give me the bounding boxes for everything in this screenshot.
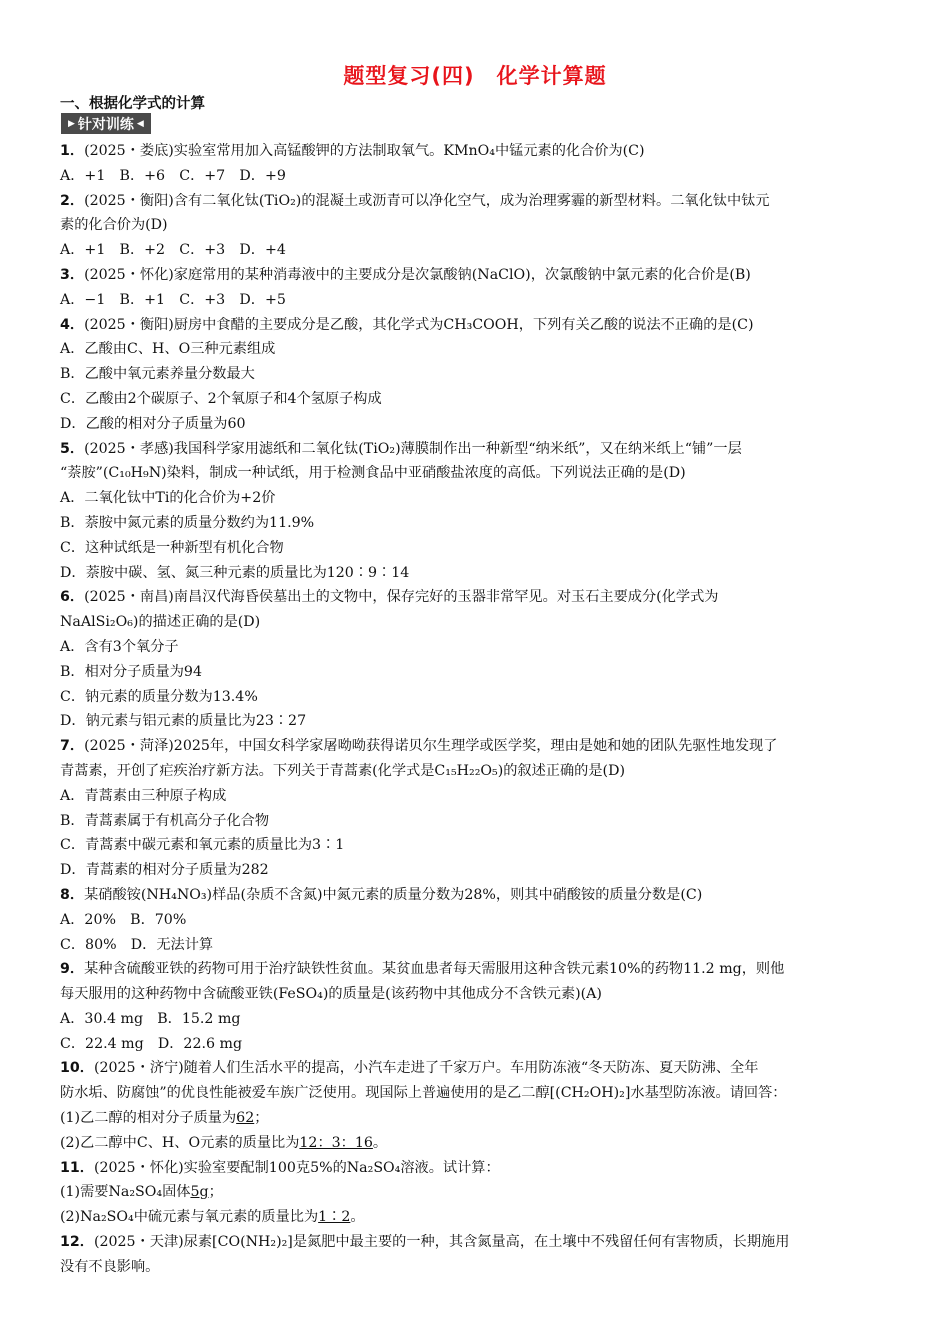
text-line: [60, 561, 900, 586]
line-text: A．−1 B．+1 C．+3 D．+5: [60, 291, 286, 308]
line-text: (2025・怀化)实验室要配制100克5%的Na₂SO₄溶液。试计算：: [93, 1159, 500, 1176]
text-line: [60, 610, 900, 635]
play-right-icon: ▶: [68, 118, 75, 129]
text-line: [60, 858, 900, 883]
question-number: 10．: [60, 1060, 94, 1077]
line-text: (2)Na₂SO₄中硫元素与氧元素的质量比为: [60, 1209, 319, 1226]
line-text: B．乙酸中氧元素养量分数最大: [60, 366, 255, 383]
question-number: 4．: [60, 316, 85, 333]
line-text: 每天服用的这种药物中含硫酸亚铁(FeSO₄)的质量是(该药物中其他成分不含铁元素)(A): [60, 986, 602, 1003]
question-number: 6．: [60, 589, 85, 606]
page-title: 题型复习(四) 化学计算题: [343, 64, 607, 88]
text-line: [60, 1180, 900, 1205]
line-text: A．30.4 mg B．15.2 mg: [60, 1010, 241, 1027]
line-text-tail: 。: [372, 1134, 388, 1151]
line-text: C．这种试纸是一种新型有机化合物: [60, 539, 284, 556]
text-line: [60, 1106, 900, 1131]
text-line: [60, 238, 900, 263]
line-text-tail: ；: [254, 1110, 269, 1127]
line-text: C．乙酸由2个碳原子、2个氧原子和4个氢原子构成: [60, 390, 382, 407]
text-line: [60, 536, 900, 561]
question-number: 7．: [60, 738, 85, 755]
line-text-tail: 。: [350, 1209, 365, 1226]
line-text: B．青蒿素属于有机高分子化合物: [60, 812, 270, 829]
line-text: 某种含硫酸亚铁的药物可用于治疗缺铁性贫血。某贫血患者每天需服用这种含铁元素10%的药物11.2 mg，则他: [84, 961, 785, 978]
question-list: [60, 139, 900, 1280]
text-line: [60, 313, 900, 338]
answer-blank: 1∶2: [318, 1209, 351, 1226]
practice-badge: [61, 113, 151, 134]
text-line: [60, 362, 900, 387]
line-text: (2025・衡阳)含有二氧化钛(TiO₂)的混凝土或沥青可以净化空气，成为治理雾霾的新型材料。二氧化钛中钛元: [84, 192, 770, 209]
line-text: (2025・济宁)随着人们生活水平的提高，小汽车走进了千家万户。车用防冻液“冬天防冻、夏天防沸、全年: [93, 1060, 759, 1077]
line-text: C．钠元素的质量分数为13.4%: [60, 688, 258, 705]
text-line: [60, 833, 900, 858]
line-text: A．20% B．70%: [60, 911, 187, 928]
line-text: A．二氧化钛中Ti的化合价为+2价: [60, 490, 276, 507]
text-line: [60, 412, 900, 437]
text-line: [60, 288, 900, 313]
text-line: [60, 387, 900, 412]
text-line: [60, 908, 900, 933]
text-line: [60, 139, 900, 164]
line-text: (2025・衡阳)厨房中食醋的主要成分是乙酸，其化学式为CH₃COOH，下列有关乙酸的说法不正确的是(C): [84, 316, 754, 333]
line-text: 某硝酸铵(NH₄NO₃)样品(杂质不含氮)中氮元素的质量分数为28%，则其中硝酸铵的质量分数是(C): [84, 886, 703, 903]
line-text: C．青蒿素中碳元素和氧元素的质量比为3∶1: [60, 837, 345, 854]
line-text: (1)乙二醇的相对分子质量为: [60, 1110, 237, 1127]
text-line: [60, 784, 900, 809]
line-text: A．含有3个氧分子: [60, 638, 179, 655]
line-text: NaAlSi₂O₆)的描述正确的是(D): [60, 614, 261, 631]
question-number: 9．: [60, 961, 85, 978]
text-line: [60, 263, 900, 288]
question-number: 5．: [60, 440, 85, 457]
line-text: “萘胺”(C₁₀H₉N)染料，制成一种试纸，用于检测食品中亚硝酸盐浓度的高低。下列说法正确的是(D): [60, 465, 686, 482]
question-number: 12．: [60, 1234, 94, 1251]
text-line: [60, 734, 900, 759]
text-line: [60, 585, 900, 610]
line-text: B．相对分子质量为94: [60, 663, 202, 680]
play-left-icon: ◀: [136, 118, 144, 129]
line-text: C．22.4 mg D．22.6 mg: [60, 1035, 243, 1052]
section-heading: 一、根据化学式的计算: [60, 96, 205, 112]
line-text: A．青蒿素由三种原子构成: [60, 787, 227, 804]
question-number: 8．: [60, 886, 85, 903]
text-line: [60, 1032, 900, 1057]
line-text: D．青蒿素的相对分子质量为282: [60, 862, 269, 879]
text-line: [60, 1131, 900, 1156]
text-line: [60, 511, 900, 536]
line-text: 没有不良影响。: [60, 1258, 160, 1275]
line-text: A．+1 B．+2 C．+3 D．+4: [60, 242, 286, 259]
line-text: (2)乙二醇中C、H、O元素的质量比为: [60, 1134, 300, 1151]
text-line: [60, 982, 900, 1007]
text-line: [60, 437, 900, 462]
line-text: 青蒿素，开创了疟疾治疗新方法。下列关于青蒿素(化学式是C₁₅H₂₂O₅)的叙述正确的是(D): [60, 762, 626, 779]
text-line: [60, 957, 900, 982]
line-text: 防水垢、防腐蚀”的优良性能被爱车族广泛使用。现国际上普遍使用的是乙二醇[(CH₂OH)₂]水基型防冻液。请回答：: [60, 1085, 787, 1102]
text-line: [60, 486, 900, 511]
text-line: [60, 1156, 900, 1181]
line-text: B．萘胺中氮元素的质量分数约为11.9%: [60, 514, 315, 531]
question-number: 2．: [60, 192, 85, 209]
answer-blank: 62: [236, 1110, 255, 1127]
line-text: D．萘胺中碳、氢、氮三种元素的质量比为120∶9∶14: [60, 564, 410, 581]
line-text: D．钠元素与铝元素的质量比为23∶27: [60, 713, 307, 730]
text-line: [60, 883, 900, 908]
text-line: [60, 933, 900, 958]
line-text-tail: ；: [208, 1184, 223, 1201]
text-line: [60, 759, 900, 784]
text-line: [60, 1255, 900, 1280]
badge-label: 针对训练: [77, 116, 134, 133]
line-text: (2025・怀化)家庭常用的某种消毒液中的主要成分是次氯酸钠(NaClO)，次氯酸钠中氯元素的化合价是(B): [84, 266, 751, 283]
line-text: (2025・天津)尿素[CO(NH₂)₂]是氮肥中最主要的一种，其含氮量高，在土壤中不残留任何有害物质，长期施用: [93, 1234, 790, 1251]
text-line: [60, 809, 900, 834]
answer-blank: 12：3：16: [299, 1134, 373, 1151]
text-line: [60, 709, 900, 734]
line-text: A．乙酸由C、H、O三种元素组成: [60, 341, 276, 358]
text-line: [60, 461, 900, 486]
line-text: (2025・菏泽)2025年，中国女科学家屠呦呦获得诺贝尔生理学或医学奖，理由是她和她的团队先驱性地发现了: [84, 738, 778, 755]
text-line: [60, 1007, 900, 1032]
text-line: [60, 189, 900, 214]
text-line: [60, 635, 900, 660]
text-line: [60, 164, 900, 189]
question-number: 1．: [60, 143, 85, 159]
line-text: D．乙酸的相对分子质量为60: [60, 415, 246, 432]
answer-blank: 5g: [190, 1184, 209, 1201]
line-text: 素的化合价为(D): [60, 217, 168, 234]
question-number: 3．: [60, 266, 85, 283]
text-line: [60, 1081, 900, 1106]
line-text: A．+1 B．+6 C．+7 D．+9: [60, 167, 286, 184]
line-text: (2025・孝感)我国科学家用滤纸和二氧化钛(TiO₂)薄膜制作出一种新型“纳米纸”，又在纳米纸上“铺”一层: [84, 440, 742, 457]
line-text: (2025・娄底)实验室常用加入高锰酸钾的方法制取氧气。KMnO₄中锰元素的化合价为(C): [84, 143, 645, 159]
question-number: 11．: [60, 1159, 94, 1176]
text-line: [60, 685, 900, 710]
line-text: C．80% D．无法计算: [60, 936, 214, 953]
line-text: (1)需要Na₂SO₄固体: [60, 1184, 191, 1201]
text-line: [60, 337, 900, 362]
text-line: [60, 1205, 900, 1230]
text-line: [60, 660, 900, 685]
text-line: [60, 1056, 900, 1081]
text-line: [60, 213, 900, 238]
text-line: [60, 1230, 900, 1255]
line-text: (2025・南昌)南昌汉代海昏侯墓出土的文物中，保存完好的玉器非常罕见。对玉石主要成分(化学式为: [84, 589, 719, 606]
